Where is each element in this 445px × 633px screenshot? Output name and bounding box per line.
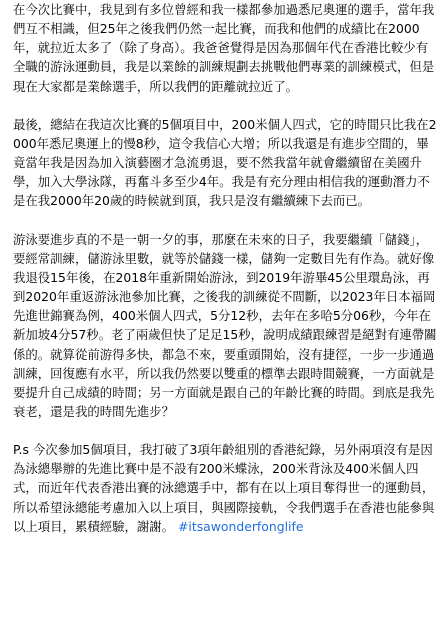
paragraph-reunion: 在今次比賽中，我見到有多位曾經和我一樣都參加過悉尼奧運的選手，當年我們互不相識，但25年之後我們仍然一起比賽，而我和他們的成績比在2000年，就拉近太多了（除了身高）。我爸爸覺得是因為那個年代在香港比較少有全職的游泳運動員，我是以業餘的訓練規劃去挑戰他們專業的訓練模式，但是現在大家都是業餘選手，所以我們的距離就拉近了。	[13, 2, 435, 94]
ps-text: P.s 今次參加5個項目，我打破了3項年齡組別的香港紀錄，另外兩項沒有是因為泳總舉辦的先進比賽中是不設有200米蝶泳，200米背泳及400米個人四式，而近年代表香港出賽的泳總選手中，都有在以上項目奪得世一的運動員，所以希望泳總能考慮加入以上項目，與國際接軌，令我們選手在香港也能參與以上項目，累積經驗，謝謝。	[13, 442, 435, 534]
paragraph-ps	[13, 440, 439, 536]
paragraph-summary: 最後，總結在我這次比賽的5個項目中，200米個人四式，它的時間只比我在2000年悉尼奧運上的慢8秒，這令我信心大增；所以我還是有進步空間的，畢竟當年我是因為加入演藝圈才急流勇退，要不然我當年就會繼續留在美國升學，加入大學泳隊，再奮斗多至少4年。我是有充分理由相信我的運動潛力不是在我2000年20歲的時候就到頂，我只是沒有繼續練下去而已。	[13, 116, 437, 209]
paragraph-gap	[13, 421, 439, 440]
post-body	[13, 0, 439, 536]
paragraph-progress: 游泳要進步真的不是一朝一夕的事，那麼在未來的日子，我要繼續「儲錢」，要經常訓練，儲游泳里數，就等於儲錢一樣，儲夠一定數目先有作為。就好像我退役15年後，在2018年重新開始游泳，到2019年游畢45公里環島泳，再到2020年重返游泳池參加比賽，之後我的訓練從不間斷，以2023年日本福岡先進世錦賽為例，400米個人四式，5分12秒，去年在多哈5分06秒，今年在新加坡4分57秒。老了兩歲但快了足足15秒，說明成績跟練習是絕對有連帶關係的。就算從前游得多快，都急不來，要重頭開始，沒有捷徑，一步一步通過訓練，回復應有水平，所以我仍然要以雙重的標準去跟時間競賽，一方面就是要提升自己成績的時間；另一方面就是跟自己的年齡比賽的時間。到底是我先衰老，還是我的時間先進步？	[13, 231, 437, 419]
paragraph-gap	[13, 96, 439, 115]
hashtag-link[interactable]: #itsawonderfonglife	[178, 518, 304, 534]
paragraph-gap	[13, 211, 439, 230]
